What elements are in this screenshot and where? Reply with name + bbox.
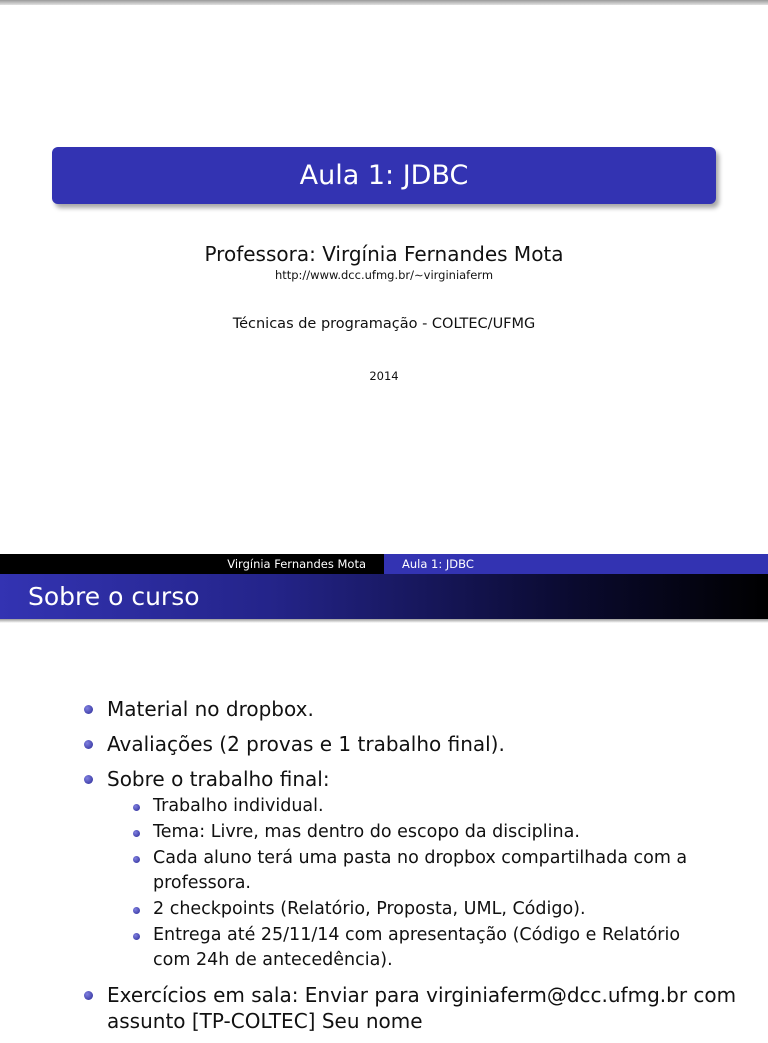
list-item-text: Exercícios em sala: Enviar para virginiaferm@dcc.ufmg.br com assunto [TP-COLTEC] Seu nome — [107, 983, 737, 1033]
list-item — [0, 766, 768, 973]
sub-list-item-text: Tema: Livre, mas dentro do escopo da disciplina. — [153, 822, 580, 842]
sub-bullet-icon — [133, 907, 140, 914]
sub-bullet-icon — [133, 933, 140, 940]
list-item — [0, 696, 768, 722]
footline — [0, 554, 768, 574]
list-item — [0, 731, 768, 757]
author-url: http://www.dcc.ufmg.br/∼virginiaferm — [274, 268, 494, 282]
footline-title: Aula 1: JDBC — [402, 557, 474, 571]
list-item — [0, 982, 768, 1034]
bullet-icon — [84, 740, 93, 749]
list-item-text: Avaliações (2 provas e 1 trabalho final). — [107, 732, 505, 756]
sub-list-item-text: 2 checkpoints (Relatório, Proposta, UML, Código). — [153, 899, 586, 919]
bullet-list — [0, 696, 768, 1043]
slide-title-box — [52, 147, 716, 204]
footline-author: Virgínia Fernandes Mota — [227, 557, 366, 571]
frame-title: Sobre o curso — [28, 582, 200, 611]
bullet-icon — [84, 775, 93, 784]
institute-line: Técnicas de programação - COLTEC/UFMG — [232, 316, 536, 332]
sub-list-item — [107, 897, 713, 922]
sub-list — [107, 794, 768, 973]
bullet-icon — [84, 705, 93, 714]
sub-list-item-text: Entrega até 25/11/14 com apresentação (Código e Relatório com 24h de antecedência). — [153, 925, 681, 970]
frame-title-bar — [0, 574, 768, 619]
sub-list-item-text: Trabalho individual. — [153, 796, 324, 816]
bullet-icon — [84, 991, 93, 1000]
top-shadow-rule — [0, 0, 768, 5]
sub-list-item — [107, 923, 713, 973]
sub-list-item — [107, 846, 713, 896]
sub-list-item — [107, 794, 713, 819]
list-item-text: Material no dropbox. — [107, 697, 314, 721]
footline-title-box — [384, 554, 768, 574]
sub-bullet-icon — [133, 830, 140, 837]
list-item-text: Sobre o trabalho final: — [107, 767, 330, 791]
author-line: Professora: Virgínia Fernandes Mota — [204, 242, 564, 266]
sub-bullet-icon — [133, 804, 140, 811]
frame-title-shadow — [0, 619, 768, 623]
footline-author-box — [0, 554, 384, 574]
date-line: 2014 — [369, 369, 399, 383]
sub-bullet-icon — [133, 856, 140, 863]
sub-list-item — [107, 820, 713, 845]
sub-list-item-text: Cada aluno terá uma pasta no dropbox compartilhada com a professora. — [153, 848, 688, 893]
slide-title: Aula 1: JDBC — [299, 160, 469, 191]
